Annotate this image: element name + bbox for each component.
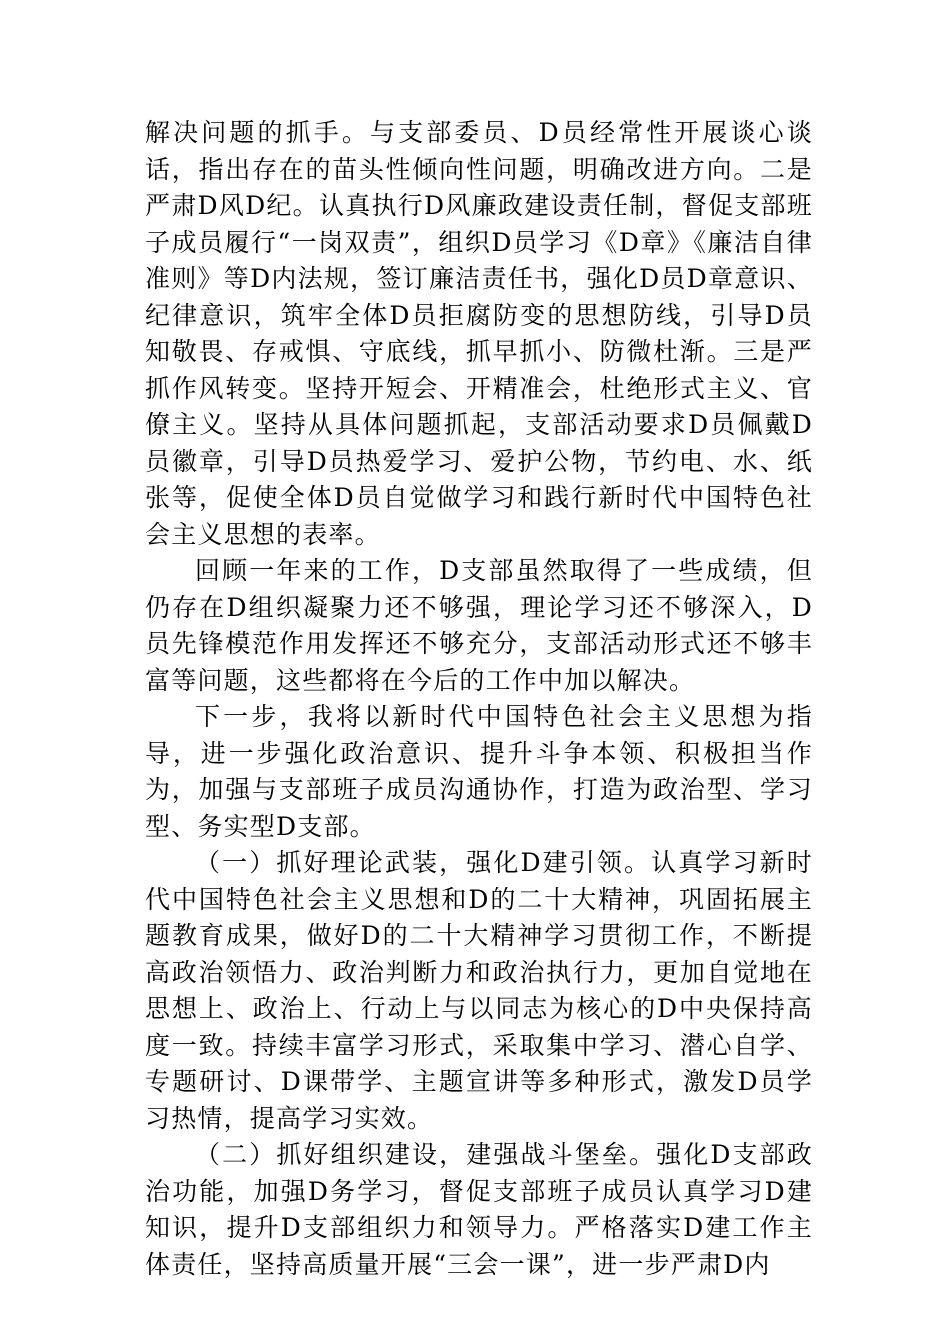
- paragraph-3: 下一步，我将以新时代中国特色社会主义思想为指导，进一步强化政治意识、提升斗争本领、积极担当作为，加强与支部班子成员沟通协作，打造为政治型、学习型、务实型D支部。: [145, 702, 813, 841]
- paragraph-4: （一）抓好理论武装，强化D建引领。认真学习新时代中国特色社会主义思想和D的二十大精神，巩固拓展主题教育成果，做好D的二十大精神学习贯彻工作，不断提高政治领悟力、政治判断力和政治执行力，更加自觉地在思想上、政治上、行动上与以同志为核心的D中央保持高度一致。持续丰富学习形式，采取集中学习、潜心自学、专题研讨、D课带学、主题宣讲等多种形式，激发D员学习热情，提高学习实效。: [145, 848, 813, 1133]
- paragraph-5: （二）抓好组织建设，建强战斗堡垒。强化D支部政治功能，加强D务学习，督促支部班子成员认真学习D建知识，提升D支部组织力和领导力。严格落实D建工作主体责任，坚持高质量开展“三会一课”，进一步严肃D内: [145, 1140, 813, 1279]
- document-body: [145, 115, 813, 1283]
- paragraph-1: 解决问题的抓手。与支部委员、D员经常性开展谈心谈话，指出存在的苗头性倾向性问题，明确改进方向。二是严肃D风D纪。认真执行D风廉政建设责任制，督促支部班子成员履行“一岗双责”，组织D员学习《D章》《廉洁自律准则》等D内法规，签订廉洁责任书，强化D员D章意识、纪律意识，筑牢全体D员拒腐防变的思想防线，引导D员知敬畏、存戒惧、守底线，抓早抓小、防微杜渐。三是严抓作风转变。坚持开短会、开精准会，杜绝形式主义、官僚主义。坚持从具体问题抓起，支部活动要求D员佩戴D员徽章，引导D员热爱学习、爱护公物，节约电、水、纸张等，促使全体D员自觉做学习和践行新时代中国特色社会主义思想的表率。: [145, 118, 813, 549]
- paragraph-2: 回顾一年来的工作，D支部虽然取得了一些成绩，但仍存在D组织凝聚力还不够强，理论学习还不够深入，D员先锋模范作用发挥还不够充分，支部活动形式还不够丰富等问题，这些都将在今后的工作中加以解决。: [145, 556, 813, 695]
